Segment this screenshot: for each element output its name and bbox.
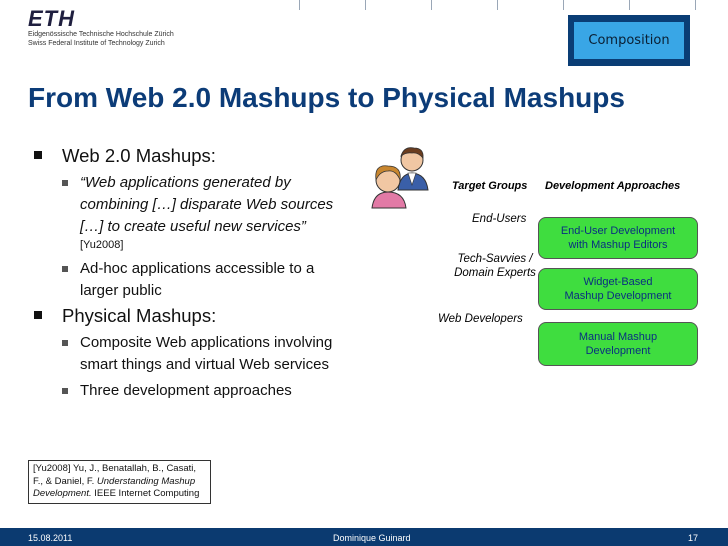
bullet-marker	[34, 311, 42, 319]
footer-page-number: 17	[688, 533, 699, 543]
footer-author: Dominique Guinard	[333, 533, 411, 543]
logo-line-1: Eidgenössische Technische Hochschule Zürich	[28, 31, 174, 38]
box-line: Manual Mashup	[578, 331, 658, 343]
group-line: Domain Experts	[454, 267, 536, 279]
section-badge	[568, 15, 690, 66]
top-rule	[431, 0, 432, 10]
group-tech-savvies	[440, 252, 550, 280]
reference-line: [Yu2008] Yu, J., Benatallah, B., Casati,	[33, 463, 197, 474]
group-end-users: End-Users	[472, 213, 527, 225]
sub-bullet-composite	[32, 332, 372, 376]
box-line: Widget-Based	[583, 276, 653, 288]
logo-line-2: Swiss Federal Institute of Technology Zurich	[28, 40, 165, 47]
group-web-developers: Web Developers	[438, 313, 523, 325]
box-line: Development	[585, 345, 651, 357]
logo-mark: ETH	[28, 6, 75, 31]
quote-line: combining […] disparate Web sources	[80, 196, 334, 213]
box-widget-based	[538, 268, 698, 310]
sub-bullet-three	[32, 380, 372, 402]
sub-bullet-adhoc	[32, 258, 372, 302]
top-rule	[629, 0, 630, 10]
top-rule	[497, 0, 498, 10]
sub-bullet-marker	[62, 266, 68, 272]
bullet-text: Three development approaches	[80, 382, 292, 399]
top-rule	[365, 0, 366, 10]
sub-bullet-marker	[62, 388, 68, 394]
footer-date: 15.08.2011	[28, 533, 73, 543]
section-badge-label: Composition	[574, 22, 684, 59]
reference-text: F., & Daniel, F.	[33, 475, 97, 487]
bullet-physical	[32, 304, 372, 328]
bullet-marker	[34, 151, 42, 159]
header-target-groups: Target Groups	[452, 180, 528, 192]
bullet-text: Physical Mashups:	[62, 305, 217, 326]
quote-line: […] to create useful new services”	[80, 218, 306, 235]
bullet-text: larger public	[80, 282, 162, 299]
sub-bullet-marker	[62, 180, 68, 186]
citation: [Yu2008]	[80, 239, 124, 251]
reference-italic: Development.	[33, 488, 92, 499]
header-development-approaches: Development Approaches	[545, 180, 681, 192]
group-line: Tech-Savvies /	[457, 253, 533, 265]
top-rule	[563, 0, 564, 10]
top-rule	[695, 0, 696, 10]
people-icon	[368, 140, 448, 210]
top-rule	[299, 0, 300, 10]
sub-bullet-marker	[62, 340, 68, 346]
bullet-text: smart things and virtual Web services	[80, 356, 329, 373]
box-manual-mashup	[538, 322, 698, 366]
sub-bullet-quote	[32, 172, 372, 252]
bullet-text: Ad-hoc applications accessible to a	[80, 260, 315, 277]
reference-text: IEEE Internet Computing	[91, 488, 200, 499]
bullet-text: Composite Web applications involving	[80, 334, 333, 351]
slide-title: From Web 2.0 Mashups to Physical Mashups	[28, 82, 625, 113]
bullet-web20	[32, 144, 372, 168]
box-line: with Mashup Editors	[568, 239, 668, 251]
quote-line: “Web applications generated by	[80, 174, 291, 191]
approaches-diagram	[368, 140, 708, 370]
bullet-list	[32, 144, 372, 402]
box-line: End-User Development	[560, 225, 676, 237]
reference-box	[28, 460, 211, 504]
bullet-text: Web 2.0 Mashups:	[62, 145, 216, 166]
box-line: Mashup Development	[564, 290, 672, 302]
eth-logo	[28, 8, 174, 48]
box-end-user-development	[538, 217, 698, 259]
reference-italic: Understanding Mashup	[96, 475, 196, 487]
footer-bar	[0, 528, 728, 546]
